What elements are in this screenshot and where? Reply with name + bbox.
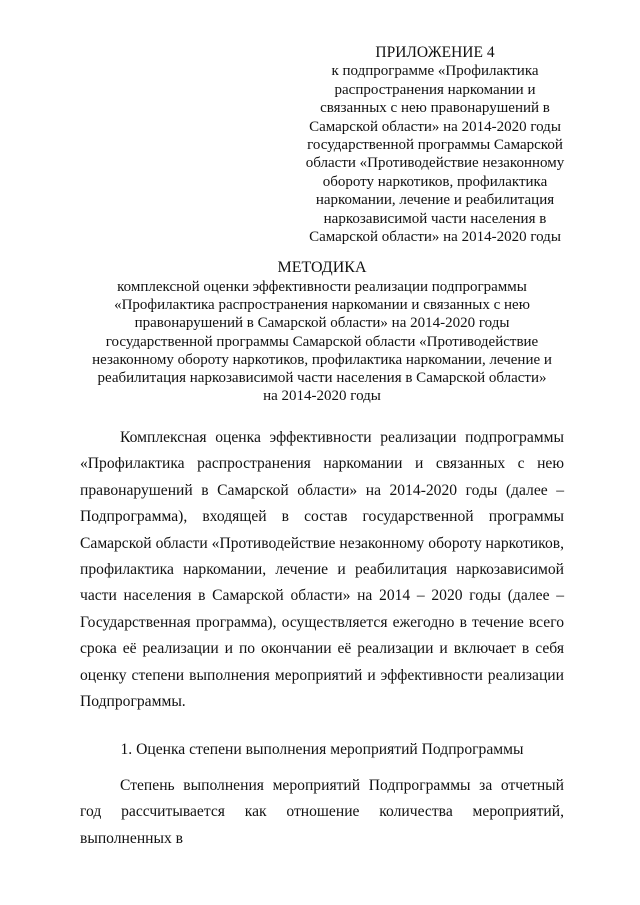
appendix-line: Самарской области» на 2014-2020 годы [309,118,561,135]
appendix-block [290,44,580,246]
intro-paragraph: Комплексная оценка эффективности реализации подпрограммы «Профилактика распространения наркомании и связанных с нею правонарушений в Самарской области» на 2014-2020 годы (далее – Подпрограмма), входящей в состав государственной программы Самарской области «Противодействие незаконному обороту наркотиков, профилактика наркомании, лечение и реабилитация наркозависимой части населения в Самарской области» на 2014 – 2020 годы (далее – Государственная программа), осуществляется ежегодно в течение всего срока её реализации и по окончании её реализации и включает в себя оценку степени выполнения мероприятий и эффективности реализации Подпрограммы. [80,429,564,711]
appendix-line: Самарской области» на 2014-2020 годы [309,229,561,246]
methodology-subtitle-line: государственной программы Самарской области «Противодействие [105,333,539,350]
methodology-heading [82,258,562,405]
appendix-title: ПРИЛОЖЕНИЕ 4 [375,44,495,61]
methodology-subtitle-line: правонарушений в Самарской области» на 2014-2020 годы [134,315,510,332]
methodology-subtitle-line: незаконному обороту наркотиков, профилактика наркомании, лечение и [92,351,552,368]
appendix-line: обороту наркотиков, профилактика [322,173,548,190]
section-1-heading: 1. Оценка степени выполнения мероприятий Подпрограммы [120,741,524,758]
appendix-line: области «Противодействие незаконному [305,155,565,172]
methodology-subtitle-line: на 2014-2020 годы [263,388,381,405]
appendix-line: распространения наркомании и [334,81,536,98]
appendix-line: связанных с нею правонарушений в [320,100,550,117]
methodology-subtitle-line: «Профилактика распространения наркомании и связанных с нею [114,297,530,314]
section-1-paragraph: Степень выполнения мероприятий Подпрограммы за отчетный год рассчитывается как отношение количества мероприятий, выполненных в [80,777,564,847]
methodology-subtitle-line: комплексной оценки эффективности реализации подпрограммы [117,279,527,295]
appendix-line: наркозависимой части населения в [323,210,547,227]
methodology-title: МЕТОДИКА [277,259,367,276]
appendix-line: к подпрограмме «Профилактика [331,63,539,80]
appendix-line: государственной программы Самарской [307,137,563,154]
appendix-line: наркомании, лечение и реабилитация [315,192,555,209]
methodology-subtitle-line: реабилитация наркозависимой части населения в Самарской области» [97,370,547,387]
